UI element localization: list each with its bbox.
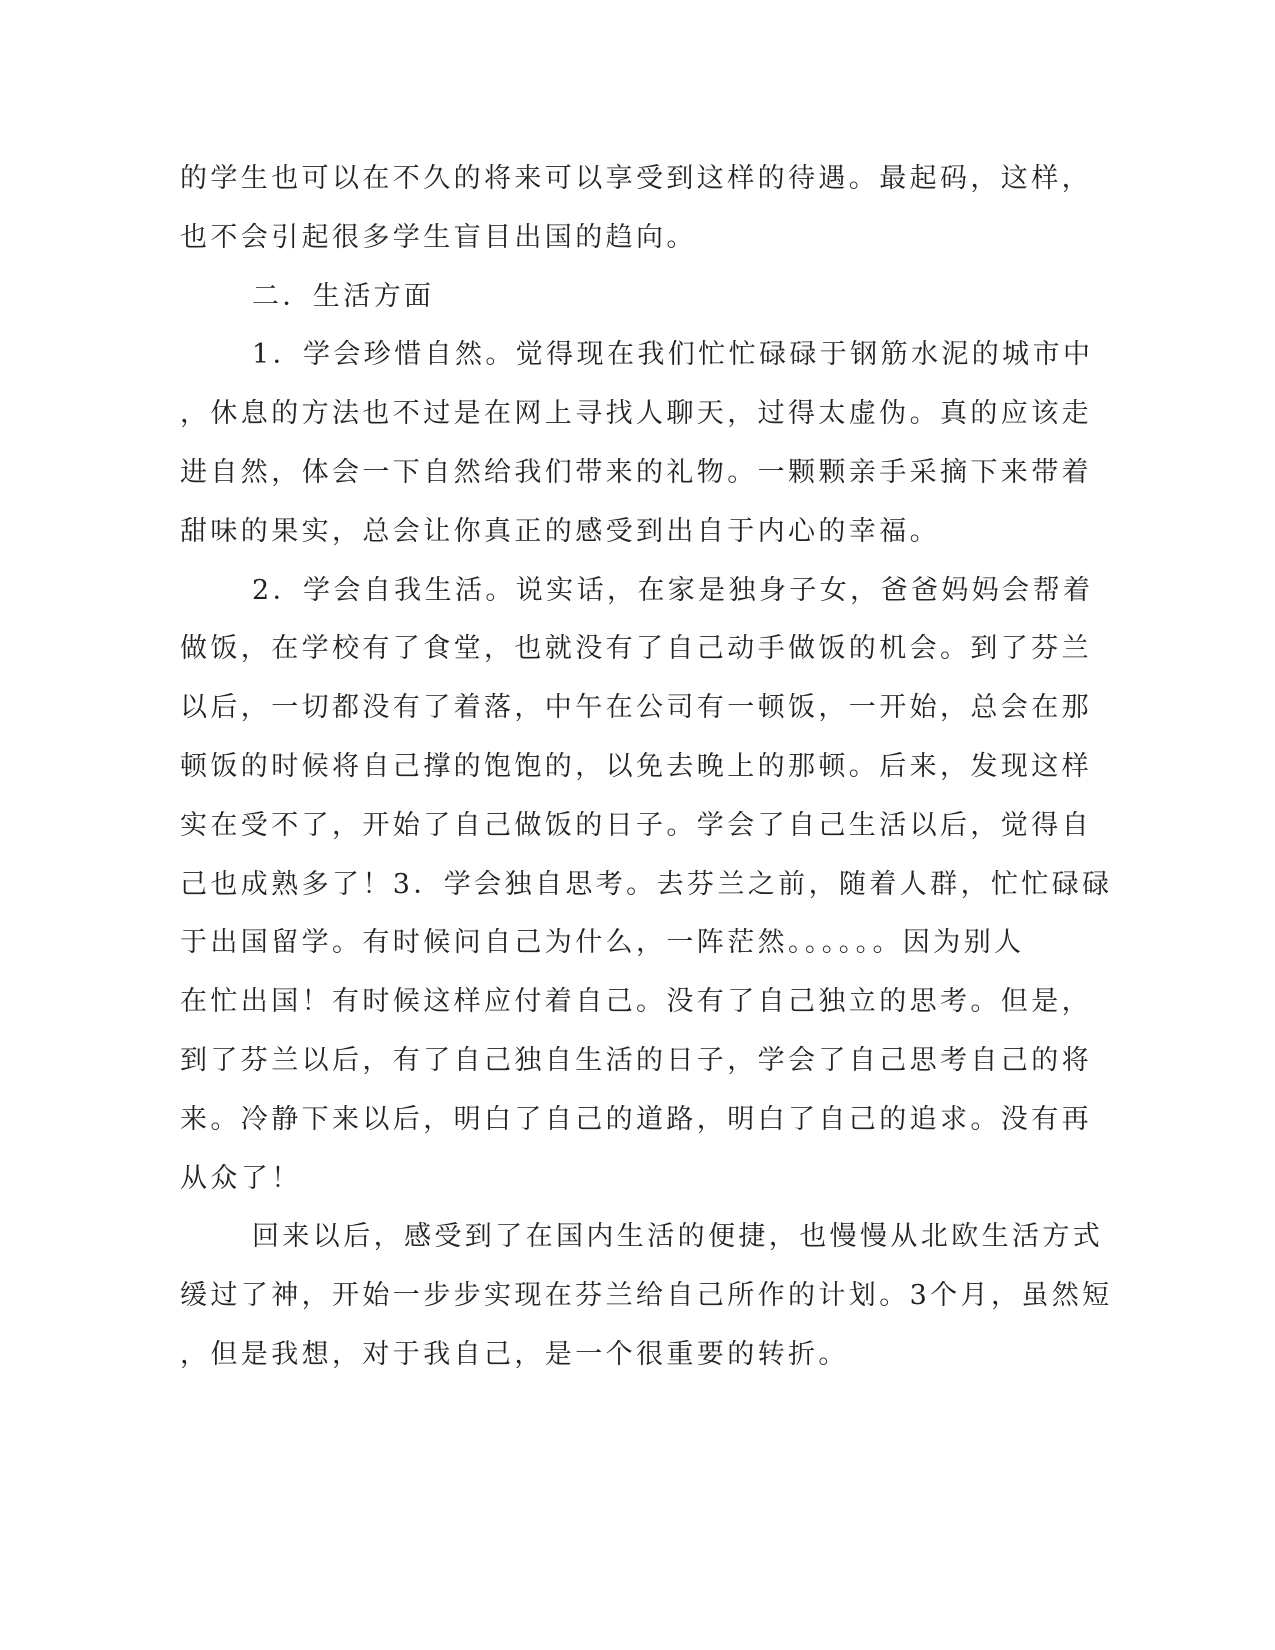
text-line: 于出国留学。有时候问自己为什么，一阵茫然。。。。。。因为别人: [180, 927, 1025, 959]
text-line: 做饭，在学校有了食堂，也就没有了自己动手做饭的机会。到了芬兰: [180, 633, 1092, 665]
text-line: 在忙出国！有时候这样应付着自己。没有了自己独立的思考。但是，: [180, 986, 1092, 1018]
text-line: 1．学会珍惜自然。觉得现在我们忙忙碌碌于钢筋水泥的城市中: [252, 339, 1094, 371]
section-heading: 二．生活方面: [252, 280, 435, 312]
text-line: 2．学会自我生活。说实话，在家是独身子女，爸爸妈妈会帮着: [252, 574, 1094, 606]
text-line: 回来以后，感受到了在国内生活的便捷，也慢慢从北欧生活方式: [252, 1221, 1104, 1253]
text-line: 己也成熟多了！3．学会独自思考。去芬兰之前，随着人群，忙忙碌碌: [180, 868, 1113, 900]
text-line: 到了芬兰以后，有了自己独自生活的日子，学会了自己思考自己的将: [180, 1044, 1092, 1076]
text-line: 实在受不了，开始了自己做饭的日子。学会了自己生活以后，觉得自: [180, 809, 1092, 841]
text-line: ，休息的方法也不过是在网上寻找人聊天，过得太虚伪。真的应该走: [180, 398, 1092, 430]
text-line: 的学生也可以在不久的将来可以享受到这样的待遇。最起码，这样，: [180, 163, 1092, 194]
text-line: 以后，一切都没有了着落，中午在公司有一顿饭，一开始，总会在那: [180, 692, 1092, 724]
text-line: 从众了！: [180, 1162, 302, 1194]
document-body: [180, 150, 1113, 1385]
text-line: 顿饭的时候将自己撑的饱饱的，以免去晚上的那顿。后来，发现这样: [180, 750, 1092, 782]
text-line: 缓过了神，开始一步步实现在芬兰给自己所作的计划。3个月，虽然短: [180, 1280, 1113, 1312]
text-line: 甜味的果实，总会让你真正的感受到出自于内心的幸福。: [180, 515, 940, 547]
text-line: 进自然，体会一下自然给我们带来的礼物。一颗颗亲手采摘下来带着: [180, 456, 1092, 488]
text-line: 也不会引起很多学生盲目出国的趋向。: [180, 221, 697, 253]
text-line: 来。冷静下来以后，明白了自己的道路，明白了自己的追求。没有再: [180, 1103, 1092, 1135]
text-line: ，但是我想，对于我自己，是一个很重要的转折。: [180, 1338, 849, 1370]
